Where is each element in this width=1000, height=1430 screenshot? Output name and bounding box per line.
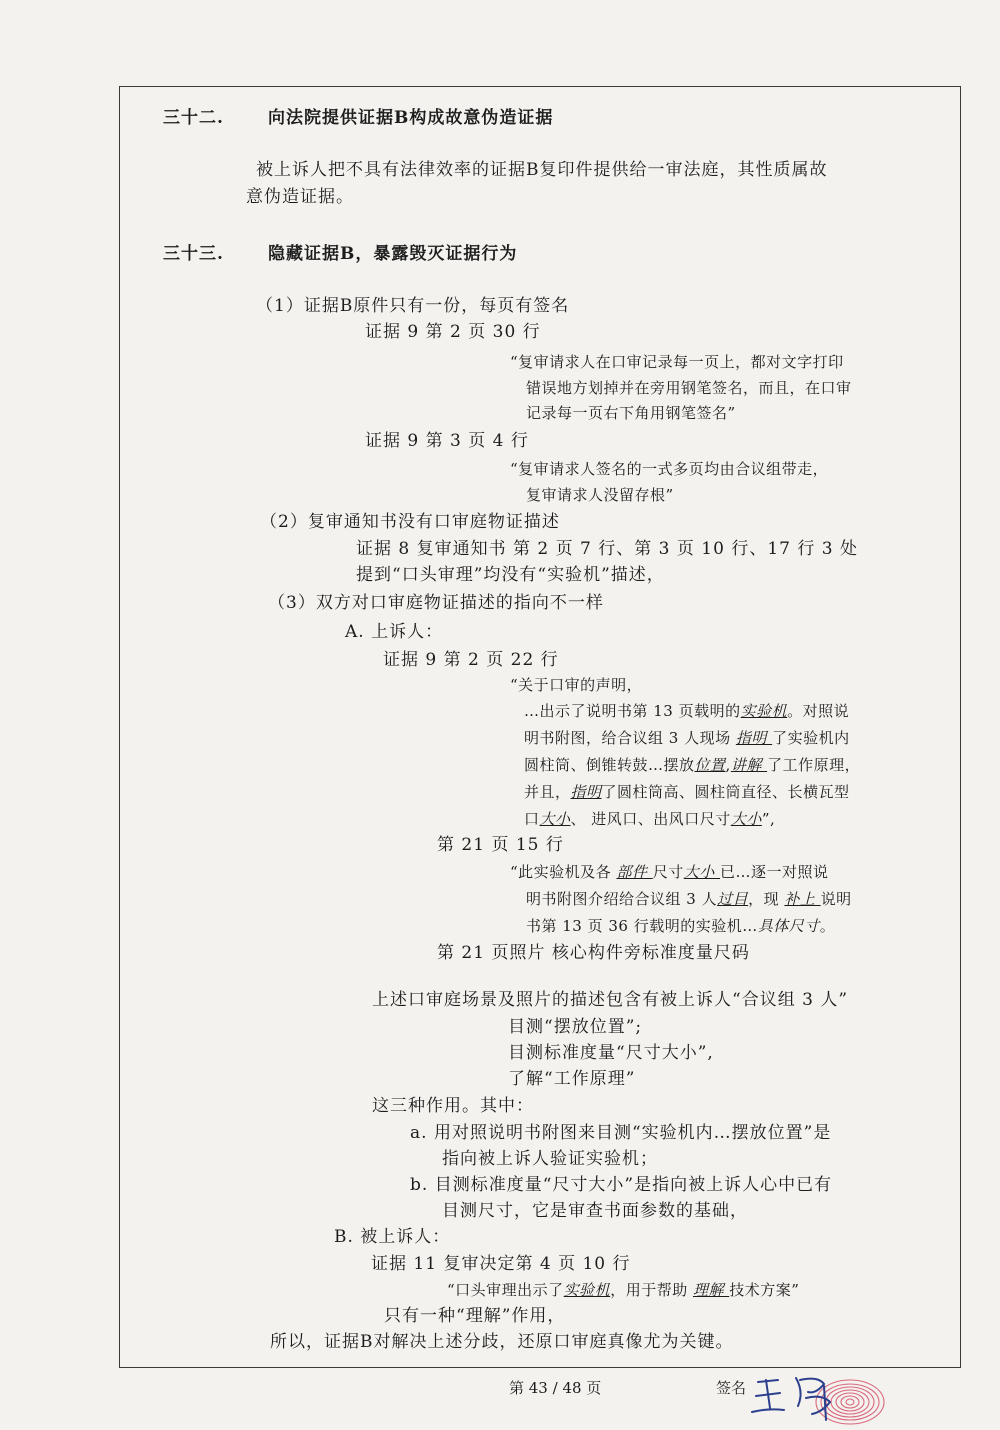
sub-b-line2: 目测尺寸，它是审查书面参数的基础，: [442, 1201, 748, 1221]
signature-label: 签名: [716, 1379, 747, 1397]
section-32-para-line2: 意伪造证据。: [246, 187, 354, 207]
section-32-title: 向法院提供证据B构成故意伪造证据: [268, 108, 554, 128]
section-32-number: 三十二.: [163, 108, 224, 128]
sub-a-line1: a. 用对照说明书附图来目测“实验机内…摆放位置”是: [410, 1123, 832, 1143]
item1-quote1-line2: 错误地方划掉并在旁用钢笔签名，而且，在口审: [526, 379, 852, 397]
summary-line3: 目测标准度量“尺寸大小”,: [508, 1043, 714, 1063]
appellant-quote2-line1: “此实验机及各 部件 尺寸大小 已…逐一对照说: [510, 863, 829, 881]
item2-title: （2）复审通知书没有口审庭物证描述: [260, 512, 560, 532]
page-number: 第 43 / 48 页: [509, 1379, 602, 1397]
item1-quote2-line2: 复审请求人没留存根”: [526, 486, 674, 504]
summary-line2: 目测“摆放位置”;: [508, 1017, 643, 1037]
appellee-quote: “口头审理出示了实验机，用于帮助 理解 技术方案”: [447, 1281, 800, 1299]
section-32-para-line1: 被上诉人把不具有法律效率的证据B复印件提供给一审法庭，其性质属故: [256, 160, 828, 180]
summary-line4: 了解“工作原理”: [508, 1069, 636, 1089]
item1-ref2: 证据 9 第 3 页 4 行: [365, 431, 529, 451]
conclusion: 所以，证据B对解决上述分歧，还原口审庭真像尤为关键。: [270, 1332, 734, 1352]
appellant-quote-line2: …出示了说明书第 13 页载明的实验机。对照说: [524, 702, 850, 720]
item1-quote1-line1: “复审请求人在口审记录每一页上，都对文字打印: [510, 353, 844, 371]
item1-quote2-line1: “复审请求人签名的一式多页均由合议组带走，: [510, 460, 829, 478]
appellant-photo-ref: 第 21 页照片 核心构件旁标准度量尺码: [437, 943, 750, 963]
item1-ref1: 证据 9 第 2 页 30 行: [365, 322, 541, 342]
appellant-quote-line5: 并且，指明了圆柱筒高、圆柱筒直径、长横瓦型: [524, 783, 850, 801]
appellant-quote-line4: 圆柱筒、倒锥转鼓…摆放位置,讲解 了工作原理，: [524, 756, 861, 774]
summary-line5: 这三种作用。其中：: [372, 1096, 534, 1116]
section-33-number: 三十三.: [163, 244, 224, 264]
appellant-ref: 证据 9 第 2 页 22 行: [383, 650, 559, 670]
appellant-quote2-line3: 书第 13 页 36 行载明的实验机…具体尺寸。: [526, 917, 836, 935]
appellant-quote2-line2: 明书附图介绍给合议组 3 人过目，现 补上 说明: [526, 890, 852, 908]
sub-b-line1: b. 目测标准度量“尺寸大小”是指向被上诉人心中已有: [410, 1175, 833, 1195]
item2-line1: 证据 8 复审通知书 第 2 页 7 行、第 3 页 10 行、17 行 3 处: [356, 539, 858, 559]
item1-quote1-line3: 记录每一页右下角用钢笔签名”: [526, 404, 736, 422]
item3-title: （3）双方对口审庭物证描述的指向不一样: [268, 593, 604, 613]
item2-line2: 提到“口头审理”均没有“实验机”描述，: [356, 565, 665, 585]
item1-title: （1）证据B原件只有一份，每页有签名: [256, 296, 570, 316]
appellant-quote-line3: 明书附图，给合议组 3 人现场 指明 了实验机内: [524, 729, 850, 747]
signature-with-fingerprint: [738, 1368, 888, 1430]
appellant-quote-line1: “关于口审的声明，: [510, 676, 643, 694]
appellant-label: A. 上诉人：: [345, 622, 444, 642]
summary-line1: 上述口审庭场景及照片的描述包含有被上诉人“合议组 3 人”: [372, 990, 849, 1010]
appellee-ref: 证据 11 复审决定第 4 页 10 行: [371, 1254, 631, 1274]
appellee-only-one: 只有一种“理解”作用，: [384, 1306, 566, 1326]
appellant-ref2: 第 21 页 15 行: [437, 835, 564, 855]
sub-a-line2: 指向被上诉人验证实验机；: [442, 1149, 658, 1169]
appellant-quote-line6: 口大小、 进风口、出风口尺寸大小”,: [524, 810, 776, 828]
appellee-label: B. 被上诉人：: [334, 1227, 451, 1247]
section-33-title: 隐藏证据B，暴露毁灭证据行为: [268, 244, 518, 264]
